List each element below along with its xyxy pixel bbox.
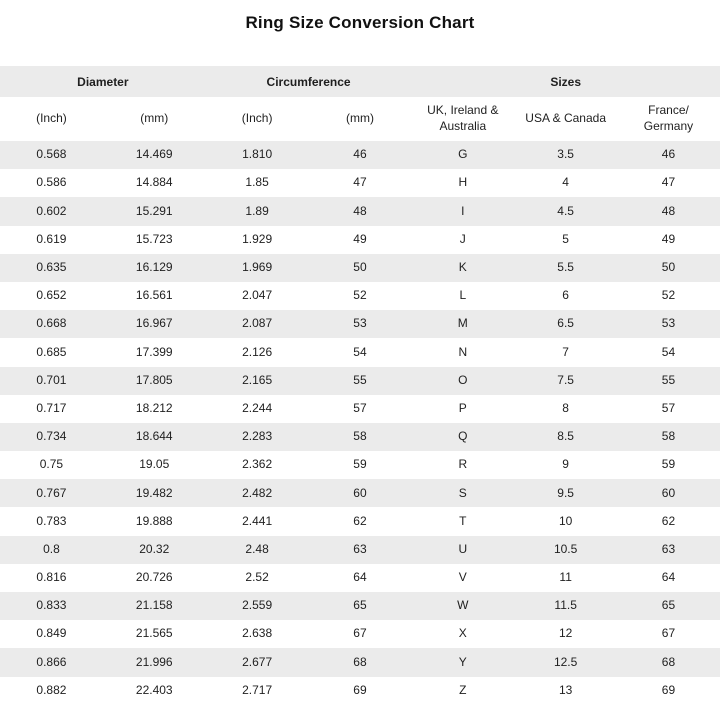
table-row bbox=[0, 507, 720, 535]
table-cell: 8.5 bbox=[557, 429, 574, 444]
column-header-circumference-inch: (Inch) bbox=[241, 111, 273, 126]
table-cell: Y bbox=[458, 654, 467, 669]
page-title: Ring Size Conversion Chart bbox=[245, 13, 475, 32]
table-cell: 20.726 bbox=[135, 570, 173, 585]
table-cell: 0.866 bbox=[36, 654, 67, 669]
table-row bbox=[0, 282, 720, 310]
table-cell: N bbox=[458, 344, 468, 359]
table-cell: 11.5 bbox=[554, 598, 577, 613]
table-cell: R bbox=[458, 457, 468, 472]
table-cell: 1.929 bbox=[242, 231, 273, 246]
table-cell: 16.129 bbox=[135, 260, 173, 275]
table-cell: 46 bbox=[661, 147, 676, 162]
table-group-header-row bbox=[0, 66, 720, 97]
table-cell: 54 bbox=[661, 344, 676, 359]
column-header-usa-canada: USA & Canada bbox=[525, 111, 606, 126]
table-cell: 55 bbox=[353, 372, 367, 387]
column-header-diameter-inch: (Inch) bbox=[36, 111, 67, 126]
table-cell: 59 bbox=[353, 457, 367, 472]
table-cell: 2.165 bbox=[242, 372, 273, 387]
table-cell: 2.126 bbox=[242, 344, 273, 359]
table-cell: 55 bbox=[661, 372, 676, 387]
table-cell: 2.677 bbox=[242, 654, 273, 669]
table-cell: 48 bbox=[353, 203, 367, 218]
group-header-circumference: Circumference bbox=[266, 74, 351, 89]
table-cell: 60 bbox=[353, 485, 367, 500]
table-cell: 2.638 bbox=[242, 626, 273, 641]
table-cell: 5 bbox=[562, 231, 569, 246]
table-row bbox=[0, 395, 720, 423]
table-cell: 67 bbox=[353, 626, 367, 641]
table-cell: 0.833 bbox=[36, 598, 67, 613]
table-cell: X bbox=[458, 626, 467, 641]
table-cell: 69 bbox=[661, 682, 676, 697]
table-cell: 0.619 bbox=[36, 231, 67, 246]
table-cell: 0.717 bbox=[36, 400, 67, 415]
table-cell: 1.969 bbox=[242, 260, 273, 275]
table-cell: 9 bbox=[562, 457, 569, 472]
table-row bbox=[0, 197, 720, 225]
table-cell: S bbox=[458, 485, 467, 500]
table-cell: 50 bbox=[661, 260, 676, 275]
table-cell: J bbox=[459, 231, 466, 246]
table-row bbox=[0, 677, 720, 705]
table-cell: 67 bbox=[661, 626, 676, 641]
table-row bbox=[0, 367, 720, 395]
table-row bbox=[0, 254, 720, 282]
table-cell: 2.087 bbox=[242, 316, 273, 331]
table-cell: 48 bbox=[661, 203, 676, 218]
table-cell: 0.701 bbox=[36, 372, 67, 387]
table-cell: 53 bbox=[661, 316, 676, 331]
table-cell: 15.723 bbox=[135, 231, 173, 246]
table-cell: 0.635 bbox=[36, 260, 67, 275]
table-cell: M bbox=[457, 316, 468, 331]
table-cell: 59 bbox=[661, 457, 676, 472]
table-row bbox=[0, 564, 720, 592]
table-cell: 64 bbox=[353, 570, 367, 585]
table-cell: 52 bbox=[661, 288, 676, 303]
table-cell: 69 bbox=[353, 682, 367, 697]
table-row bbox=[0, 141, 720, 169]
table-cell: 0.816 bbox=[36, 570, 67, 585]
table-cell: 65 bbox=[661, 598, 676, 613]
table-row bbox=[0, 169, 720, 197]
table-cell: 49 bbox=[661, 231, 676, 246]
table-cell: 8 bbox=[562, 400, 569, 415]
table-cell: U bbox=[458, 541, 468, 556]
column-header-france-germany: France/ Germany bbox=[643, 103, 694, 133]
table-cell: 10 bbox=[558, 513, 573, 528]
table-cell: 63 bbox=[353, 541, 367, 556]
table-cell: 47 bbox=[353, 175, 367, 190]
ring-size-table bbox=[0, 66, 720, 705]
table-cell: 0.602 bbox=[36, 203, 67, 218]
table-cell: 19.482 bbox=[135, 485, 173, 500]
column-header-uk-ireland-australia: UK, Ireland & Australia bbox=[427, 103, 499, 133]
table-row bbox=[0, 479, 720, 507]
table-cell: 50 bbox=[353, 260, 367, 275]
table-cell: 21.158 bbox=[135, 598, 173, 613]
table-cell: 57 bbox=[353, 400, 367, 415]
table-cell: I bbox=[461, 203, 465, 218]
table-cell: 60 bbox=[661, 485, 676, 500]
table-cell: Q bbox=[458, 429, 468, 444]
table-cell: 6.5 bbox=[557, 316, 574, 331]
table-cell: 20.32 bbox=[139, 541, 170, 556]
table-cell: 4 bbox=[562, 175, 569, 190]
table-cell: 2.047 bbox=[242, 288, 273, 303]
table-cell: W bbox=[457, 598, 469, 613]
table-cell: 2.48 bbox=[245, 541, 269, 556]
table-cell: 14.469 bbox=[135, 147, 173, 162]
table-row bbox=[0, 592, 720, 620]
table-cell: 0.685 bbox=[36, 344, 67, 359]
table-cell: 7 bbox=[562, 344, 569, 359]
table-cell: L bbox=[459, 288, 467, 303]
table-row bbox=[0, 536, 720, 564]
table-cell: 0.734 bbox=[36, 429, 67, 444]
table-cell: 2.283 bbox=[242, 429, 273, 444]
table-cell: 2.482 bbox=[242, 485, 273, 500]
table-cell: 1.85 bbox=[245, 175, 269, 190]
table-cell: 0.568 bbox=[36, 147, 67, 162]
table-cell: 15.291 bbox=[135, 203, 173, 218]
table-cell: 22.403 bbox=[135, 682, 173, 697]
table-cell: 0.767 bbox=[36, 485, 67, 500]
table-cell: 47 bbox=[661, 175, 676, 190]
table-cell: 54 bbox=[353, 344, 367, 359]
table-cell: V bbox=[458, 570, 467, 585]
table-cell: Z bbox=[459, 682, 467, 697]
table-cell: K bbox=[458, 260, 467, 275]
table-cell: 0.783 bbox=[36, 513, 67, 528]
table-cell: 52 bbox=[353, 288, 367, 303]
table-cell: 3.5 bbox=[557, 147, 574, 162]
table-row bbox=[0, 310, 720, 338]
table-cell: 2.717 bbox=[242, 682, 273, 697]
table-cell: P bbox=[458, 400, 467, 415]
table-cell: H bbox=[458, 175, 468, 190]
table-cell: 10.5 bbox=[553, 541, 578, 556]
table-cell: 65 bbox=[353, 598, 367, 613]
table-cell: 12.5 bbox=[553, 654, 578, 669]
table-cell: 13 bbox=[558, 682, 573, 697]
table-cell: 5.5 bbox=[557, 260, 574, 275]
table-cell: 58 bbox=[353, 429, 367, 444]
table-cell: T bbox=[459, 513, 467, 528]
table-cell: 18.644 bbox=[135, 429, 173, 444]
table-cell: 0.75 bbox=[39, 457, 64, 472]
table-cell: G bbox=[458, 147, 468, 162]
table-cell: 0.882 bbox=[36, 682, 67, 697]
table-cell: 62 bbox=[353, 513, 367, 528]
table-cell: 53 bbox=[353, 316, 367, 331]
table-cell: 14.884 bbox=[135, 175, 173, 190]
table-cell: 18.212 bbox=[135, 400, 173, 415]
table-cell: 1.810 bbox=[242, 147, 273, 162]
table-cell: 46 bbox=[353, 147, 367, 162]
table-cell: 2.441 bbox=[242, 513, 273, 528]
table-cell: 4.5 bbox=[557, 203, 574, 218]
table-column-header-row bbox=[0, 97, 720, 141]
table-cell: 21.996 bbox=[135, 654, 173, 669]
column-header-diameter-mm: (mm) bbox=[140, 111, 169, 126]
table-cell: 6 bbox=[562, 288, 569, 303]
table-cell: 1.89 bbox=[245, 203, 269, 218]
table-cell: 0.8 bbox=[43, 541, 60, 556]
table-cell: 64 bbox=[661, 570, 676, 585]
table-cell: 16.561 bbox=[135, 288, 173, 303]
table-cell: 57 bbox=[661, 400, 676, 415]
table-row bbox=[0, 620, 720, 648]
table-cell: 21.565 bbox=[135, 626, 173, 641]
table-cell: 0.849 bbox=[36, 626, 67, 641]
table-cell: 58 bbox=[661, 429, 676, 444]
table-cell: 62 bbox=[661, 513, 676, 528]
table-cell: 0.586 bbox=[36, 175, 67, 190]
group-header-diameter: Diameter bbox=[77, 74, 129, 89]
table-cell: 68 bbox=[353, 654, 367, 669]
table-cell: 0.652 bbox=[36, 288, 67, 303]
table-cell: 19.888 bbox=[135, 513, 173, 528]
table-cell: 9.5 bbox=[557, 485, 574, 500]
table-row bbox=[0, 226, 720, 254]
table-cell: 16.967 bbox=[135, 316, 173, 331]
table-cell: 2.559 bbox=[242, 598, 273, 613]
table-cell: 2.362 bbox=[242, 457, 273, 472]
table-cell: 49 bbox=[353, 231, 367, 246]
table-cell: 17.805 bbox=[135, 372, 173, 387]
table-cell: 17.399 bbox=[135, 344, 173, 359]
table-cell: 19.05 bbox=[139, 457, 170, 472]
table-row bbox=[0, 338, 720, 366]
table-cell: 2.52 bbox=[245, 570, 269, 585]
group-header-sizes: Sizes bbox=[550, 74, 582, 89]
table-row bbox=[0, 451, 720, 479]
column-header-circumference-mm: (mm) bbox=[345, 111, 374, 126]
table-cell: 63 bbox=[661, 541, 676, 556]
table-cell: 12 bbox=[558, 626, 573, 641]
table-cell: O bbox=[458, 372, 468, 387]
table-body bbox=[0, 141, 720, 705]
table-row bbox=[0, 423, 720, 451]
table-row bbox=[0, 648, 720, 676]
table-cell: 0.668 bbox=[36, 316, 67, 331]
table-cell: 11 bbox=[559, 570, 572, 585]
table-cell: 2.244 bbox=[242, 400, 273, 415]
table-cell: 7.5 bbox=[557, 372, 574, 387]
table-cell: 68 bbox=[661, 654, 676, 669]
